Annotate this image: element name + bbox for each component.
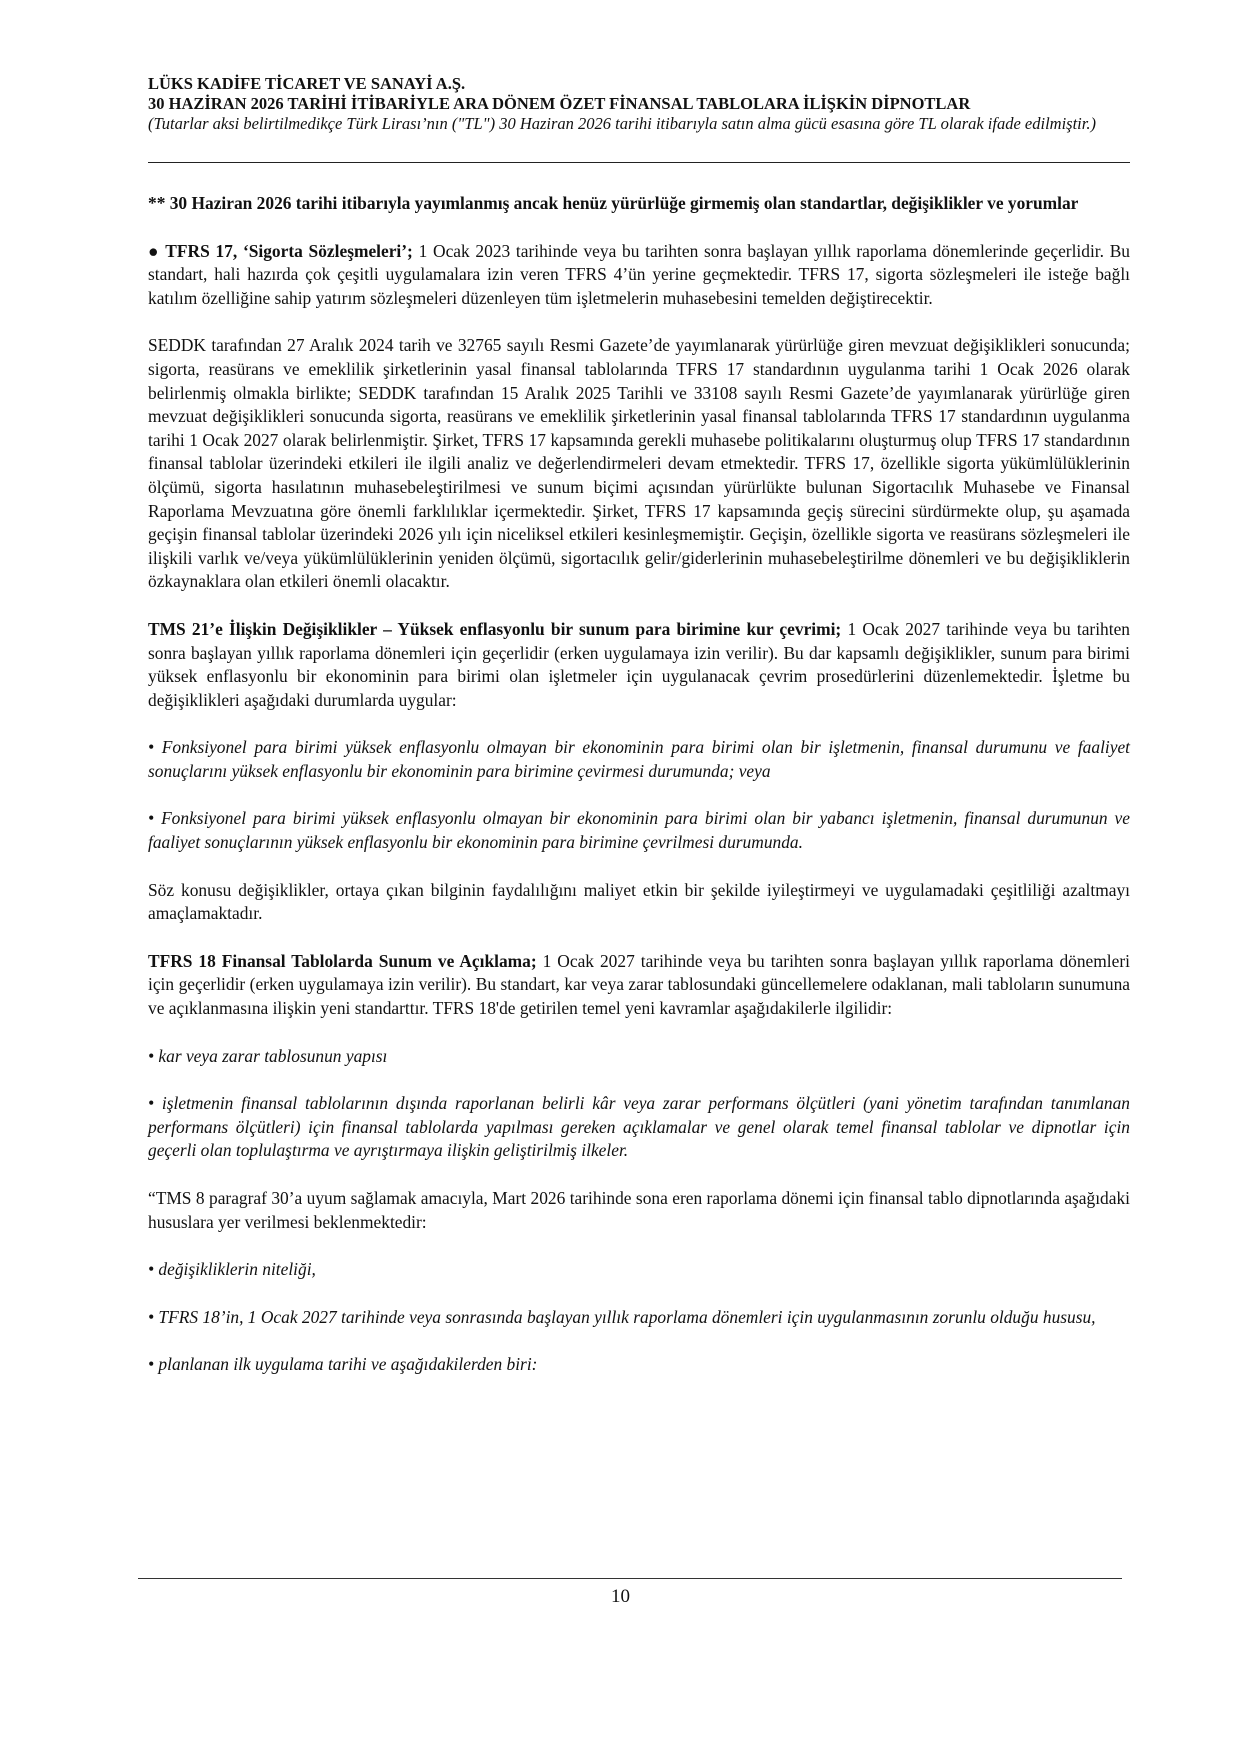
- header-divider: [148, 162, 1130, 163]
- footer-divider: [138, 1578, 1122, 1579]
- tfrs18-bullet-3: • değişikliklerin niteliği,: [148, 1259, 316, 1280]
- page-header: [148, 74, 1130, 134]
- tfrs17-title: ● TFRS 17, ‘Sigorta Sözleşmeleri’;: [148, 240, 413, 261]
- page-number: 10: [611, 1586, 630, 1607]
- tfrs18-bullet-5: • planlanan ilk uygulama tarihi ve aşağıdakilerden biri:: [148, 1354, 538, 1375]
- tms21-text: 1 Ocak 2027 tarihinde veya bu tarihten sonra başlayan yıllık raporlama dönemleri için geçerlidir (erken uygulamaya izin verilir). Bu dar kapsamlı değişiklikler, sunum para birimi yüksek enflasyonlu bir ekonominin para birimi olan işletmeler için uygulanacak çevrim prosedürlerini düzenlemektedir. İşletme bu değişiklikleri aşağıdaki durumlarda uygular:: [148, 618, 1130, 710]
- tfrs18-paragraph: [148, 950, 1130, 1021]
- tfrs17-text: 1 Ocak 2023 tarihinde veya bu tarihten sonra başlayan yıllık raporlama dönemlerinde geçerlidir. Bu standart, hali hazırda çok çeşitli uygulamalara izin veren TFRS 4’ün yerine geçmektedir. TFRS 17, sigorta sözleşmeleri ile isteğe bağlı katılım özelliğine sahip yatırım sözleşmeleri düzenleyen tüm işletmelerin muhasebesini temelden değiştirecektir.: [148, 240, 1130, 308]
- tms8-paragraph: “TMS 8 paragraf 30’a uyum sağlamak amacıyla, Mart 2026 tarihinde sona eren raporlama dönemi için finansal tablo dipnotlarında aşağıdaki hususlara yer verilmesi beklenmektedir:: [148, 1188, 1130, 1232]
- tms21-bullet-2: • Fonksiyonel para birimi yüksek enflasyonlu olmayan bir ekonominin para birimi olan bir yabancı işletmenin, finansal durumunun ve faaliyet sonuçlarının yüksek enflasyonlu bir ekonominin para birimine çevrilmesi durumunda.: [148, 808, 1130, 853]
- tfrs18-bullet-4: • TFRS 18’in, 1 Ocak 2027 tarihinde veya sonrasında başlayan yıllık raporlama dönemleri için uygulanmasının zorunlu olduğu hususu,: [148, 1306, 1096, 1327]
- tms21-bullet-1: • Fonksiyonel para birimi yüksek enflasyonlu olmayan bir ekonominin para birimi olan bir işletmenin, finansal durumunu ve faaliyet sonuçlarını yüksek enflasyonlu bir ekonominin para birimine çevirmesi durumunda; veya: [148, 737, 1130, 781]
- tfrs18-text: 1 Ocak 2027 tarihinde veya bu tarihten sonra başlayan yıllık raporlama dönemleri için geçerlidir (erken uygulamaya izin verilir). Bu standart, kar veya zarar tablosundaki güncellemelere odaklanan, mali tabloların sunumuna ve açıklanmasına ilişkin yeni standarttır. TFRS 18'de getirilen temel yeni kavramlar aşağıdakilerle ilgilidir:: [148, 950, 1130, 1019]
- section-heading: ** 30 Haziran 2026 tarihi itibarıyla yayımlanmış ancak henüz yürürlüğe girmemiş olan standartlar, değişiklikler ve yorumlar: [148, 193, 1079, 213]
- tfrs17-paragraph: [148, 240, 1130, 311]
- tfrs18-bullet-1: • kar veya zarar tablosunun yapısı: [148, 1045, 388, 1066]
- report-title: 30 HAZİRAN 2026 TARİHİ İTİBARİYLE ARA DÖNEM ÖZET FİNANSAL TABLOLARA İLİŞKİN DİPNOTLAR: [148, 94, 971, 113]
- tfrs18-bullet-2: • işletmenin finansal tablolarının dışında raporlanan belirli kâr veya zarar performans ölçütleri (yani yönetim tarafından tanımlanan performans ölçütleri) için finansal tablolarda yapılması gereken açıklamalar ve genel olarak temel finansal tablolar ve dipnotlar için geçerli olan toplulaştırma ve ayrıştırmaya ilişkin geliştirilmiş ilkeler.: [148, 1093, 1130, 1161]
- tms21-title: TMS 21’e İlişkin Değişiklikler – Yüksek enflasyonlu bir sunum para birimine kur çevrimi;: [148, 618, 842, 639]
- tms21-paragraph: [148, 618, 1130, 712]
- currency-note: (Tutarlar aksi belirtilmedikçe Türk Lirası’nın ("TL") 30 Haziran 2026 tarihi itibarıyla satın alma gücü esasına göre TL olarak ifade edilmiştir.): [148, 114, 1096, 133]
- tms21-closing: Söz konusu değişiklikler, ortaya çıkan bilginin faydalılığını maliyet etkin bir şekilde iyileştirmeyi ve uygulamadaki çeşitliliği azaltmayı amaçlamaktadır.: [148, 879, 1130, 924]
- tfrs18-title: TFRS 18 Finansal Tablolarda Sunum ve Açıklama;: [148, 950, 537, 971]
- document-body: [148, 192, 1130, 1401]
- seddk-paragraph: SEDDK tarafından 27 Aralık 2024 tarih ve 32765 sayılı Resmi Gazete’de yayımlanarak yürürlüğe giren mevzuat değişiklikleri sonucunda; sigorta, reasürans ve emeklilik şirketlerinin yasal finansal tablolarında TFRS 17 standardının uygulanma tarihi 1 Ocak 2026 olarak belirlenmiş olmakla birlikte; SEDDK tarafından 15 Aralık 2025 Tarihli ve 33108 sayılı Resmi Gazete’de yayımlanarak yürürlüğe giren mevzuat değişiklikleri sonucunda sigorta, reasürans ve emeklilik şirketlerinin yasal finansal tablolarında TFRS 17 standardının uygulanma tarihi 1 Ocak 2027 olarak belirlenmiştir. Şirket, TFRS 17 kapsamında gerekli muhasebe politikalarını oluşturmuş olup TFRS 17 standardının finansal tablolar üzerindeki etkileri ile ilgili analiz ve değerlendirmeleri devam etmektedir. TFRS 17, özellikle sigorta yükümlülüklerinin ölçümü, sigorta hasılatının muhasebeleştirilmesi ve sunum biçimi açısından yürürlükte bulunan Sigortacılık Muhasebe ve Finansal Raporlama Mevzuatına göre önemli farklılıklar içermektedir. Şirket, TFRS 17 kapsamında geçiş sürecini sürdürmekte olup, şu aşamada geçişin finansal tablolar üzerindeki 2026 yılı için niceliksel etkileri kesinleşmemiştir. Geçişin, özellikle sigorta ve reasürans sözleşmeleri ile ilişkili varlık ve/veya yükümlülüklerinin yeniden ölçümü, sigortacılık gelir/giderlerinin muhasebeleştirilme dönemleri ve bu değişikliklerin özkaynaklara olan etkileri önemli olacaktır.: [148, 335, 1130, 592]
- company-name: LÜKS KADİFE TİCARET VE SANAYİ A.Ş.: [148, 74, 466, 93]
